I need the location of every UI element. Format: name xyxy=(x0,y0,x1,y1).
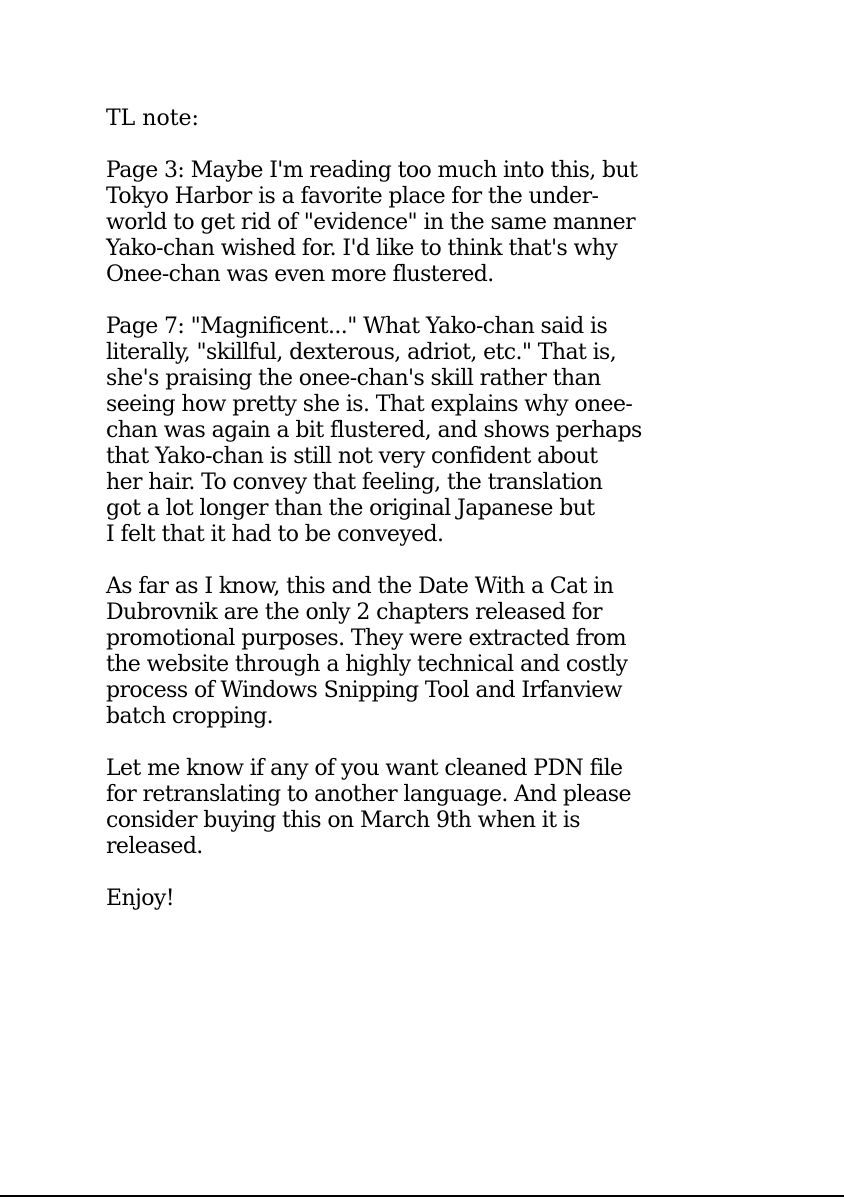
text-line: released. xyxy=(106,834,203,859)
text-line: consider buying this on March 9th when it is xyxy=(106,808,580,833)
text-line: got a lot longer than the original Japanese but xyxy=(106,496,595,521)
text-line: Yako-chan wished for. I'd like to think that's why xyxy=(106,236,618,261)
text-line: world to get rid of "evidence" in the same manner xyxy=(106,210,636,235)
text-line: batch cropping. xyxy=(106,704,274,729)
bottom-border-line xyxy=(0,1195,844,1197)
text-line: for retranslating to another language. And please xyxy=(106,782,631,807)
text-line: Page 3: Maybe I'm reading too much into this, but xyxy=(106,158,638,183)
text-line: Page 7: "Magnificent..." What Yako-chan said is xyxy=(106,314,608,339)
text-line: As far as I know, this and the Date With a Cat in xyxy=(106,574,614,599)
text-line: Dubrovnik are the only 2 chapters released for xyxy=(106,600,602,625)
text-line: the website through a highly technical and costly xyxy=(106,652,628,677)
text-line: promotional purposes. They were extracted from xyxy=(106,626,627,651)
paragraph-page-7 xyxy=(106,314,796,548)
text-line: Tokyo Harbor is a favorite place for the under- xyxy=(106,184,599,209)
text-line: literally, "skillful, dexterous, adriot, etc." That is, xyxy=(106,340,617,365)
text-line: chan was again a bit flustered, and shows perhaps xyxy=(106,418,642,443)
text-line: seeing how pretty she is. That explains why onee- xyxy=(106,392,633,417)
text-line: Let me know if any of you want cleaned PDN file xyxy=(106,756,623,781)
paragraph-page-3 xyxy=(106,158,796,288)
text-line: process of Windows Snipping Tool and Irfanview xyxy=(106,678,622,703)
text-line: Onee-chan was even more flustered. xyxy=(106,262,494,287)
text-line: she's praising the onee-chan's skill rather than xyxy=(106,366,601,391)
translator-note xyxy=(106,106,796,938)
text-line: her hair. To convey that feeling, the translation xyxy=(106,470,603,495)
text-line: that Yako-chan is still not very confident about xyxy=(106,444,598,469)
paragraph-request xyxy=(106,756,796,860)
note-heading: TL note: xyxy=(106,106,199,131)
paragraph-closing xyxy=(106,886,796,912)
text-line: I felt that it had to be conveyed. xyxy=(106,522,444,547)
text-line: Enjoy! xyxy=(106,886,174,911)
paragraph-release-info xyxy=(106,574,796,730)
